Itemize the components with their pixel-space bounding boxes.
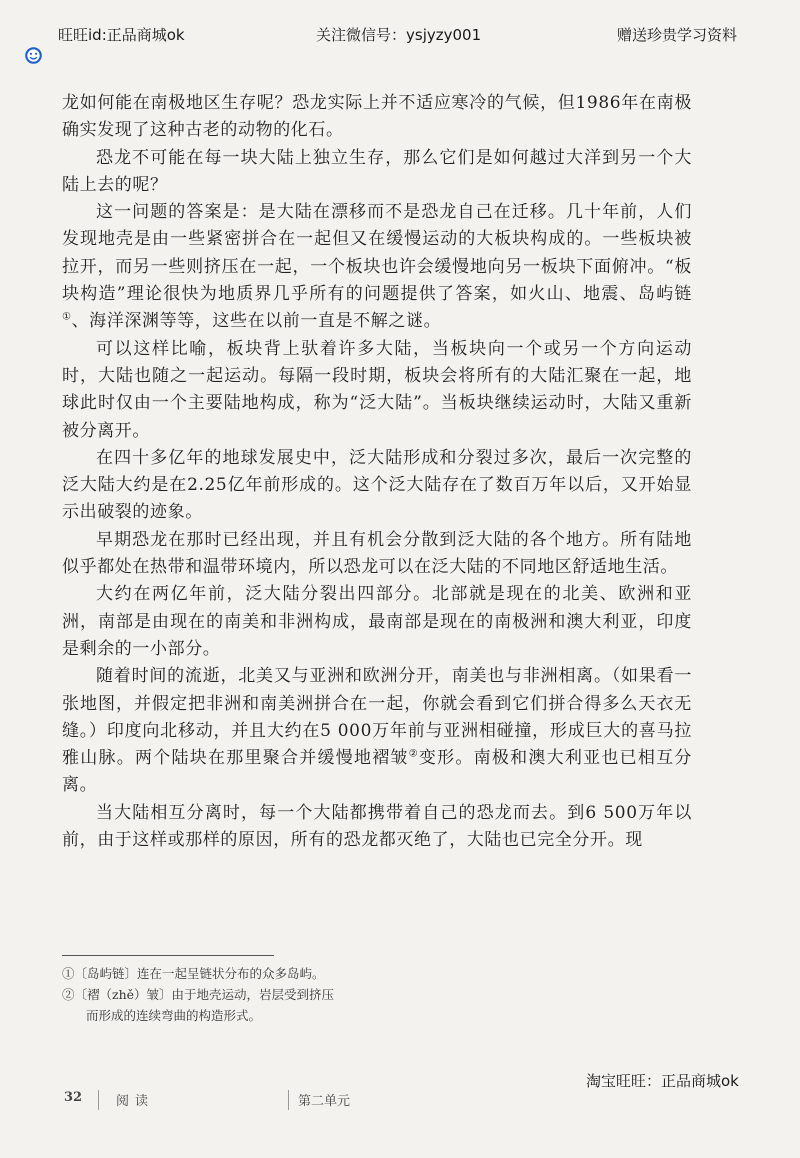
paragraph-8 <box>62 663 692 799</box>
paragraph-4: 可以这样比喻，板块背上驮着许多大陆，当板块向一个或另一个方向运动时，大陆也随之一起运动。每隔一段时期，板块会将所有的大陆汇聚在一起，地球此时仅由一个主要陆地构成，称为“泛大陆”。当板块继续运动时，大陆又重新被分离开。 <box>62 338 692 441</box>
paragraph-8-text-b: 变形。南极和澳大利亚也已相互分离。 <box>62 748 692 796</box>
paragraph-9: 当大陆相互分离时，每一个大陆都携带着自己的恐龙而去。到6 500万年以前，由于这样或那样的原因，所有的恐龙都灭绝了，大陆也已完全分开。现 <box>62 802 692 851</box>
paragraph-1: 龙如何能在南极地区生存呢？恐龙实际上并不适应寒冷的气候，但1986年在南极确实发现了这种古老的动物的化石。 <box>62 93 692 141</box>
paragraph-6: 早期恐龙在那时已经出现，并且有机会分散到泛大陆的各个地方。所有陆地似乎都处在热带和温带环境内，所以恐龙可以在泛大陆的不同地区舒适地生活。 <box>62 529 692 578</box>
book-title: 阅读 <box>116 1094 155 1109</box>
paragraph-2: 恐龙不可能在每一块大陆上独立生存，那么它们是如何越过大洋到另一个大陆上去的呢？ <box>62 147 692 195</box>
watermark-footer: 淘宝旺旺：正品商城ok <box>586 1072 739 1090</box>
article-body <box>62 90 692 854</box>
footnotes <box>62 963 482 1026</box>
header-right-text: 赠送珍贵学习资料 <box>617 26 738 44</box>
paragraph-8-text-a: 随着时间的流逝，北美又与亚洲和欧洲分开，南美也与非洲相离。（如果看一张地图，并假定把非洲和南美洲拼合在一起，你就会看到它们拼合得多么天衣无缝。）印度向北移动，并且大约在5 000万年前与亚洲相碰撞，形成巨大的喜马拉雅山脉。两个陆块在那里聚合并缓慢地褶皱 <box>62 666 692 769</box>
watermark-header <box>0 0 800 44</box>
smiley-icon <box>25 47 42 64</box>
page-footer <box>0 1090 800 1120</box>
footnote-1: ①〔岛屿链〕连在一起呈链状分布的众多岛屿。 <box>62 966 325 981</box>
footnote-divider <box>62 955 274 956</box>
footer-divider <box>98 1090 99 1110</box>
paragraph-3 <box>62 199 692 335</box>
footnote-ref-1[interactable]: ① <box>62 311 72 323</box>
header-middle-text: 关注微信号：ysjyzy001 <box>316 26 482 44</box>
footnote-2-continued: 而形成的连续弯曲的构造形式。 <box>86 1008 262 1023</box>
header-left-text: 旺旺id:正品商城ok <box>58 26 185 44</box>
footer-divider <box>288 1090 289 1110</box>
unit-title: 第二单元 <box>298 1094 351 1109</box>
paragraph-3-text-a: 这一问题的答案是：是大陆在漂移而不是恐龙自己在迁移。几十年前，人们发现地壳是由一些紧密拼合在一起但又在缓慢运动的大板块构成的。一些板块被拉开，而另一些则挤压在一起，一个板块也许会缓慢地向另一板块下面俯冲。“板块构造”理论很快为地质界几乎所有的问题提供了答案，如火山、地震、岛屿链 <box>62 202 692 305</box>
footnote-2: ②〔褶（zhě）皱〕由于地壳运动，岩层受到挤压 <box>62 987 335 1002</box>
paragraph-5: 在四十多亿年的地球发展史中，泛大陆形成和分裂过多次，最后一次完整的泛大陆大约是在2.25亿年前形成的。这个泛大陆存在了数百万年以后，又开始显示出破裂的迹象。 <box>62 447 692 523</box>
footnote-ref-2[interactable]: ② <box>408 748 419 760</box>
page-number: 32 <box>64 1090 83 1105</box>
paragraph-7: 大约在两亿年前，泛大陆分裂出四部分。北部就是现在的北美、欧洲和亚洲，南部是由现在的南美和非洲构成，最南部是现在的南极洲和澳大利亚，印度是剩余的一小部分。 <box>62 584 692 659</box>
paragraph-3-text-b: 、海洋深渊等等，这些在以前一直是不解之谜。 <box>71 311 442 332</box>
